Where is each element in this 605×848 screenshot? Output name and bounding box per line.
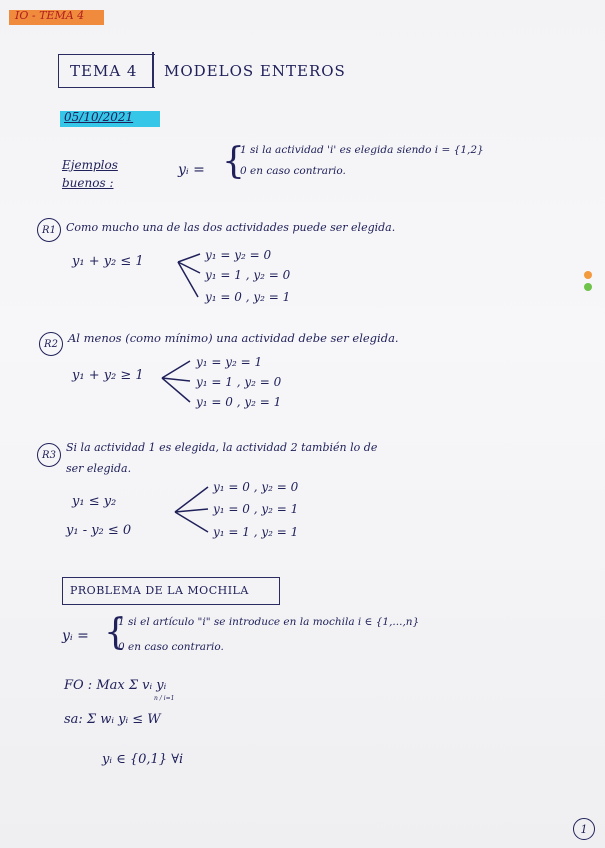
r3-case-2: y₁ = 0 , y₂ = 1	[213, 502, 299, 516]
r3-case-1: y₁ = 0 , y₂ = 0	[213, 480, 299, 494]
knapsack-case-2: 0 en caso contrario.	[118, 641, 224, 653]
r2-arrow-1	[162, 361, 190, 378]
knapsack-brace: {	[104, 612, 127, 653]
page-number-badge	[573, 818, 595, 840]
r3-inequality-1: y₁ ≤ y₂	[72, 494, 117, 509]
r3-statement-line1: Si la actividad 1 es elegida, la actividad 2 también lo de	[66, 441, 378, 454]
r3-case-3: y₁ = 1 , y₂ = 1	[213, 525, 299, 539]
r2-arrow-3	[162, 378, 190, 402]
r2-statement: Al menos (como mínimo) una actividad debe ser elegida.	[68, 331, 399, 345]
r2-inequality: y₁ + y₂ ≥ 1	[72, 368, 144, 383]
page-number: 1	[580, 822, 588, 836]
r1-arrow-1	[178, 254, 200, 262]
r2-case-2: y₁ = 1 , y₂ = 0	[196, 375, 282, 389]
r1-badge-label: R1	[42, 224, 56, 236]
knapsack-lhs: yᵢ =	[62, 628, 89, 644]
r2-case-1: y₁ = y₂ = 1	[196, 355, 263, 369]
header-tag: IO - TEMA 4	[15, 9, 85, 22]
title-left: TEMA 4	[70, 62, 138, 80]
date: 05/10/2021	[64, 110, 134, 124]
r1-case-3: y₁ = 0 , y₂ = 1	[205, 290, 291, 304]
r1-statement: Como mucho una de las dos actividades puede ser elegida.	[66, 221, 396, 234]
r1-case-2: y₁ = 1 , y₂ = 0	[205, 268, 291, 282]
r3-arrow-3	[175, 512, 208, 532]
constraint: sa: Σ wᵢ yᵢ ≤ W	[64, 712, 161, 727]
r2-arrow-2	[162, 378, 190, 381]
r3-inequality-2: y₁ - y₂ ≤ 0	[66, 523, 132, 538]
title-right: MODELOS ENTEROS	[164, 62, 346, 80]
r3-badge-label: R3	[42, 449, 56, 461]
examples-label-line2: buenos :	[62, 176, 114, 190]
knapsack-case-1: 1 si el artículo "i" se introduce en la mochila i ∈ {1,...,n}	[118, 616, 420, 628]
definition-case-1: 1 si la actividad 'i' es elegida siendo i = {1,2}	[240, 144, 484, 156]
r2-case-3: y₁ = 0 , y₂ = 1	[196, 395, 282, 409]
definition-brace: {	[222, 141, 245, 182]
r3-statement-line2: ser elegida.	[66, 462, 132, 475]
examples-label-line1: Ejemplos	[62, 158, 118, 172]
r2-badge-label: R2	[44, 338, 58, 350]
objective-function: FO : Max Σ vᵢ yᵢ	[64, 678, 167, 693]
knapsack-title: PROBLEMA DE LA MOCHILA	[70, 584, 249, 597]
definition-lhs: yᵢ =	[178, 162, 205, 178]
r1-inequality: y₁ + y₂ ≤ 1	[72, 254, 144, 269]
r3-arrow-1	[175, 487, 208, 512]
r3-arrow-2	[175, 509, 208, 512]
binary-domain: yᵢ ∈ {0,1} ∀i	[102, 752, 184, 767]
r1-case-1: y₁ = y₂ = 0	[205, 248, 272, 262]
objective-sum-limits: n / i=1	[154, 695, 175, 702]
definition-case-2: 0 en caso contrario.	[240, 165, 346, 177]
